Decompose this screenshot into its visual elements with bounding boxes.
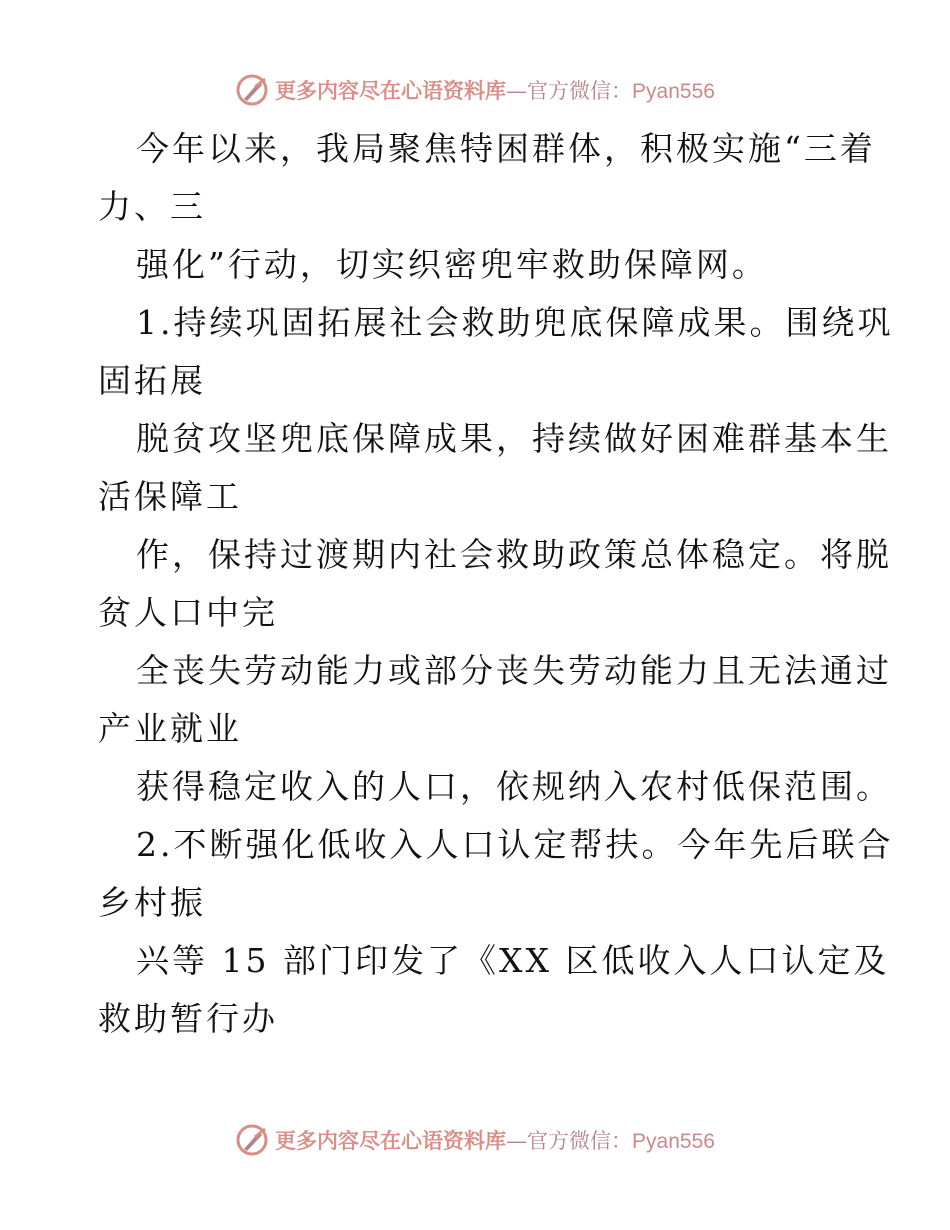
header-watermark [0,70,950,110]
body-line: 救助暂行办 [98,999,278,1038]
watermark-dash: — [506,79,528,103]
watermark-official-label: 官方微信： [527,79,633,103]
body-line: 强化”行动，切实织密兜牢救助保障网。 [136,245,768,284]
watermark-account: Pyan556 [632,80,715,103]
footer-watermark [0,1120,950,1160]
watermark-text [275,75,715,105]
body-line: 产业就业 [98,709,242,748]
watermark-text [275,1125,715,1155]
watermark-main-text: 更多内容尽在心语资料库 [275,1128,507,1153]
body-line: 兴等 15 部门印发了《XX 区低收入人口认定及 [136,941,890,980]
watermark-official-label: 官方微信： [527,1129,633,1153]
body-line: 作，保持过渡期内社会救助政策总体稳定。将脱 [136,535,892,574]
body-line: 贫人口中完 [98,593,278,632]
quill-pen-logo-icon [235,73,269,107]
document-body [98,120,894,1048]
body-line: 1.持续巩固拓展社会救助兜底保障成果。围绕巩 [136,303,894,342]
watermark-main-text: 更多内容尽在心语资料库 [275,78,507,103]
watermark-dash: — [506,1129,528,1153]
body-line: 2.不断强化低收入人口认定帮扶。今年先后联合 [136,825,894,864]
body-line: 今年以来，我局聚焦特困群体，积极实施“三着 [136,129,876,168]
body-line: 全丧失劳动能力或部分丧失劳动能力且无法通过 [136,651,892,690]
body-line: 力、三 [98,187,206,226]
body-line: 脱贫攻坚兜底保障成果，持续做好困难群基本生 [136,419,892,458]
body-line: 获得稳定收入的人口，依规纳入农村低保范围。 [136,767,892,806]
body-line: 活保障工 [98,477,242,516]
quill-pen-logo-icon [235,1123,269,1157]
body-line: 固拓展 [98,361,206,400]
body-line: 乡村振 [98,883,206,922]
watermark-account: Pyan556 [632,1130,715,1153]
